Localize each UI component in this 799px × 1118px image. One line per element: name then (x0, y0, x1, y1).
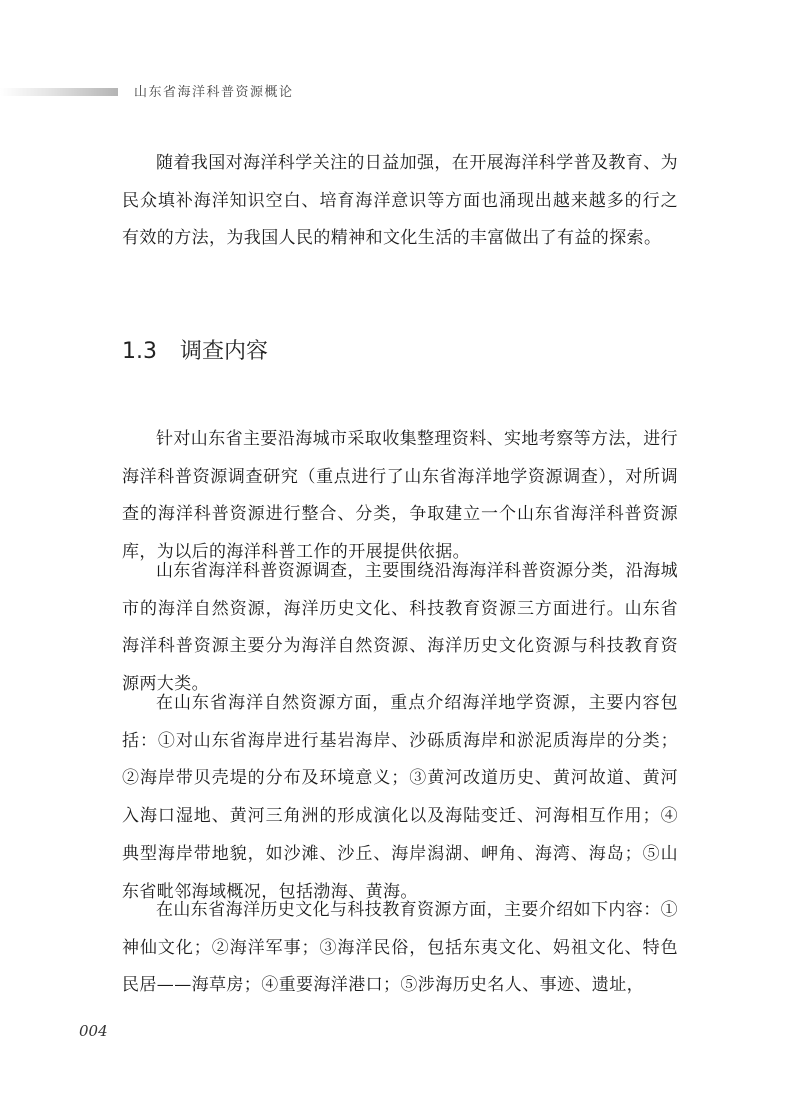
body-paragraph: 在山东省海洋自然资源方面，重点介绍海洋地学资源，主要内容包括：①对山东省海岸进行基岩海岸、沙砾质海岸和淤泥质海岸的分类；②海岸带贝壳堤的分布及环境意义；③黄河改道历史、黄河故道、黄河入海口湿地、黄河三角洲的形成演化以及海陆变迁、河海相互作用；④典型海岸带地貌，如沙滩、沙丘、海岸潟湖、岬角、海湾、海岛；⑤山东省毗邻海域概况，包括渤海、黄海。 (122, 693, 678, 902)
body-paragraph: 针对山东省主要沿海城市采取收集整理资料、实地考察等方法，进行海洋科普资源调查研究（重点进行了山东省海洋地学资源调查），对所调查的海洋科普资源进行整合、分类，争取建立一个山东省海洋科普资源库，为以后的海洋科普工作的开展提供依据。 (122, 429, 678, 563)
body-paragraph: 在山东省海洋历史文化与科技教育资源方面，主要介绍如下内容：①神仙文化；②海洋军事；③海洋民俗，包括东夷文化、妈祖文化、特色民居——海草房；④重要海洋港口；⑤涉海历史名人、事迹、遗址， (122, 900, 678, 996)
running-header-title: 山东省海洋科普资源概论 (134, 85, 294, 100)
section-title: 调查内容 (180, 339, 269, 364)
section-number: 1.3 (122, 339, 157, 364)
page-number: 004 (79, 1022, 108, 1040)
intro-paragraph: 随着我国对海洋科学关注的日益加强，在开展海洋科学普及教育、为民众填补海洋知识空白、培育海洋意识等方面也涌现出越来越多的行之有效的方法，为我国人民的精神和文化生活的丰富做出了有益的探索。 (122, 153, 678, 249)
header-decorative-bar (0, 88, 118, 96)
section-heading (122, 334, 268, 365)
body-paragraph: 山东省海洋科普资源调查，主要围绕沿海海洋科普资源分类，沿海城市的海洋自然资源，海洋历史文化、科技教育资源三方面进行。山东省海洋科普资源主要分为海洋自然资源、海洋历史文化资源与科技教育资源两大类。 (122, 561, 678, 695)
